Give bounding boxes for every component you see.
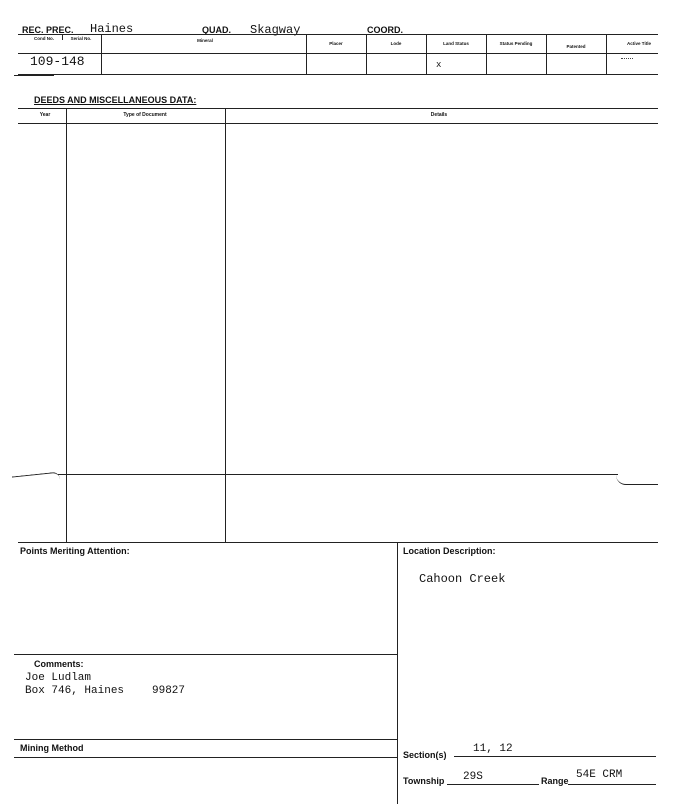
col-active-title: Active Title	[627, 41, 651, 46]
col-type-of-document: Type of Document	[123, 112, 167, 118]
comments-line-2: Box 746, Haines	[25, 685, 125, 697]
col-mineral: Mineral	[197, 38, 213, 43]
rec-prec-label: REC. PREC.	[22, 25, 74, 35]
comments-rule	[14, 654, 397, 655]
range-blank	[568, 784, 656, 785]
mining-method-label: Mining Method	[20, 743, 84, 753]
col-serial-no: Serial No.	[70, 36, 92, 41]
active-title-mark	[621, 58, 633, 63]
col-placer: Placer	[329, 41, 343, 46]
mining-method-lower-rule	[14, 757, 397, 758]
range-label: Range	[541, 776, 569, 786]
quad-value: Skagway	[250, 23, 301, 37]
mining-method-rule	[14, 739, 397, 740]
sections-label: Section(s)	[403, 750, 447, 760]
col-land-status: Land Status	[443, 41, 469, 46]
sections-value: 11, 12	[473, 743, 513, 755]
col-lode: Lode	[390, 41, 402, 46]
township-label: Township	[403, 776, 445, 786]
col-status-pending: Status Pending	[499, 41, 533, 46]
quad-label: QUAD.	[202, 25, 231, 35]
coord-label: COORD.	[367, 25, 403, 35]
comments-zip: 99827	[152, 685, 186, 697]
location-description-label: Location Description:	[403, 546, 496, 556]
sections-blank	[454, 756, 656, 757]
township-value: 29S	[463, 771, 483, 783]
col-patented: Patented	[566, 44, 586, 49]
bottom-divider	[397, 542, 398, 804]
header-rule	[18, 34, 658, 35]
cond-serial-value: 109-148	[30, 54, 85, 69]
range-value: 54E CRM	[576, 769, 623, 781]
col-details: Details	[430, 112, 448, 118]
land-status-mark: x	[436, 60, 442, 70]
location-description-value: Cahoon Creek	[419, 572, 506, 586]
points-meriting-attention-label: Points Meriting Attention:	[20, 546, 130, 556]
col-year: Year	[39, 112, 51, 118]
comments-label: Comments:	[34, 659, 84, 669]
township-blank	[447, 784, 539, 785]
rec-prec-value: Haines	[90, 22, 134, 36]
comments-line-1: Joe Ludlam	[25, 672, 92, 684]
col-cond-no: Cond No.	[34, 36, 54, 41]
deeds-title: DEEDS AND MISCELLANEOUS DATA:	[34, 95, 197, 105]
